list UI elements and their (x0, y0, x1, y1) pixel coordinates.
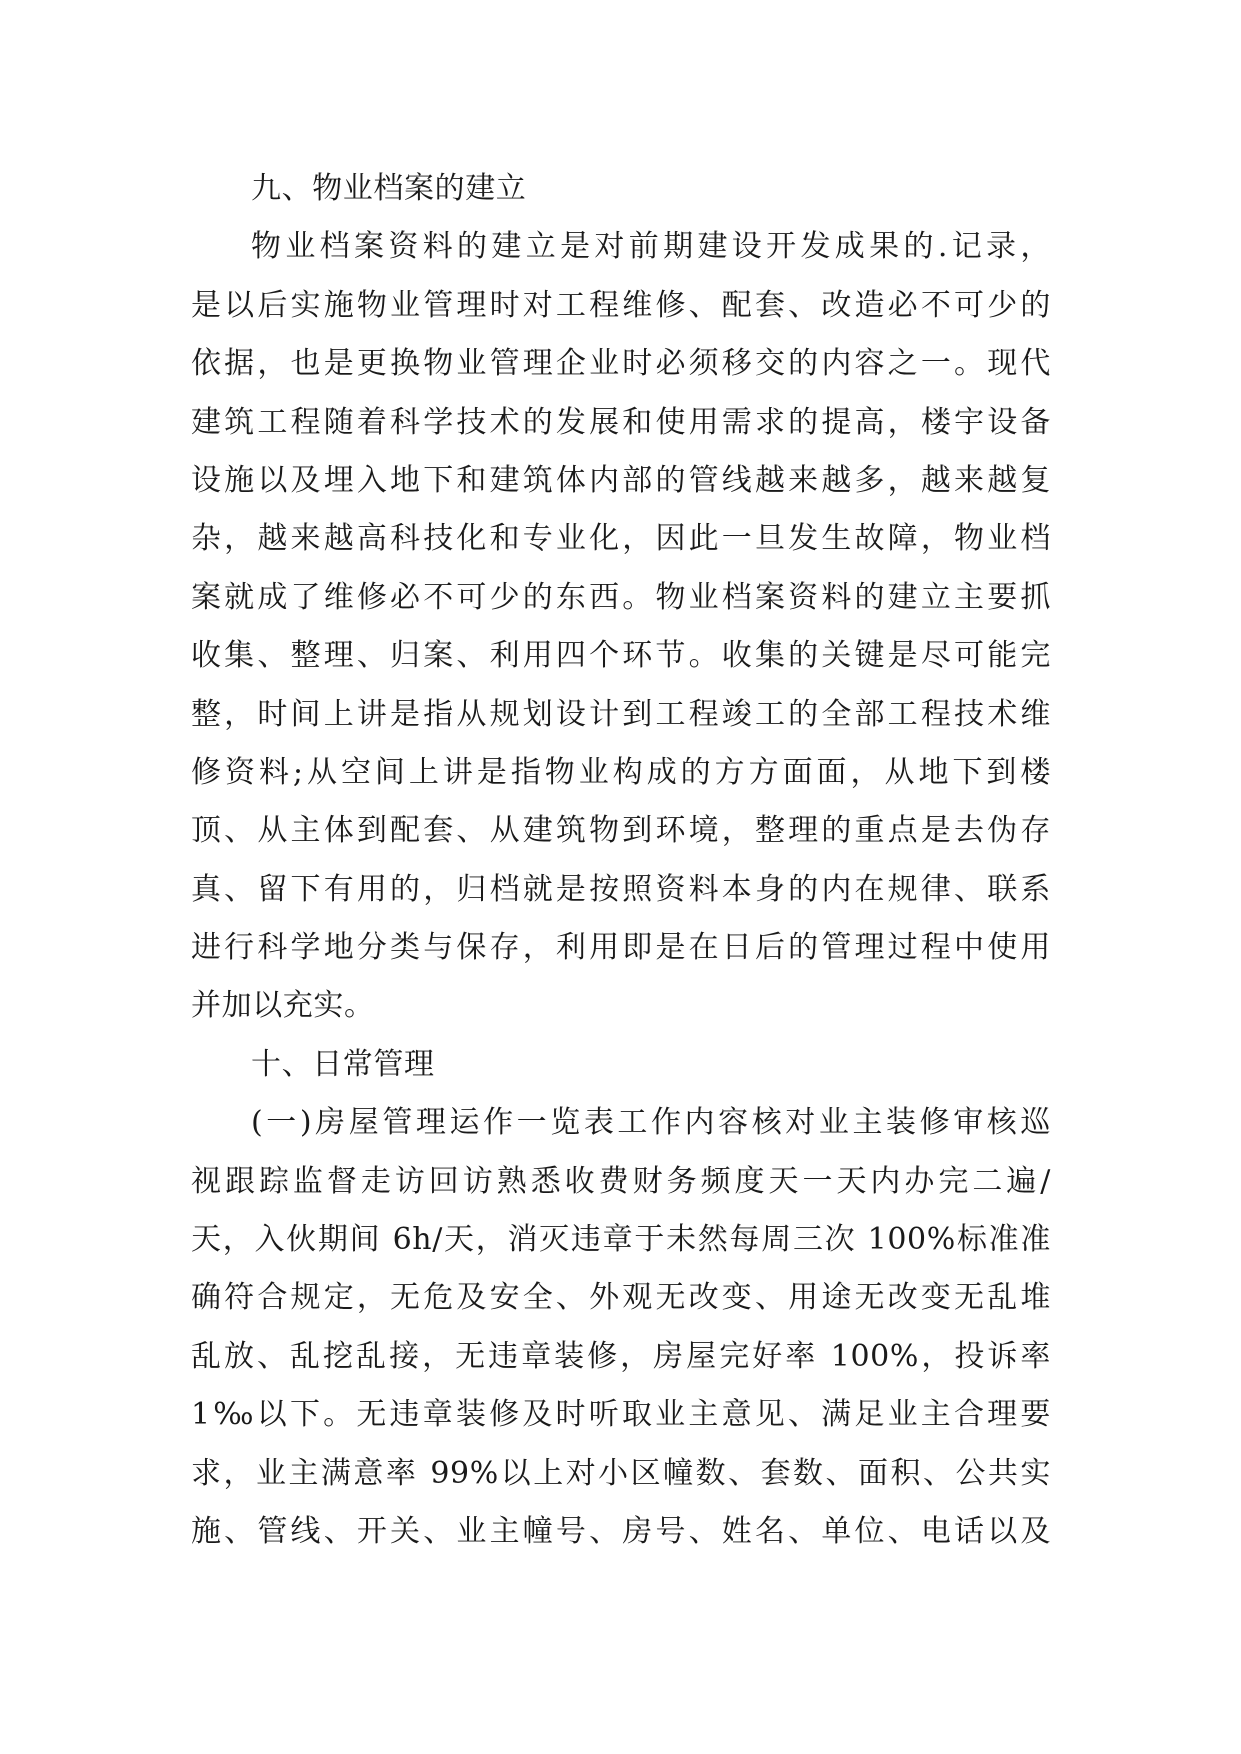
paragraph-line: 进行科学地分类与保存，利用即是在日后的管理过程中使用 (191, 930, 1051, 966)
paragraph-line: 物业档案资料的建立是对前期建设开发成果的.记录， (251, 229, 1051, 265)
paragraph-line: 确符合规定，无危及安全、外观无改变、用途无改变无乱堆 (191, 1280, 1051, 1316)
paragraph-line: 施、管线、开关、业主幢号、房号、姓名、单位、电话以及 (191, 1513, 1051, 1549)
paragraph-line: 建筑工程随着科学技术的发展和使用需求的提高，楼宇设备 (191, 404, 1051, 440)
paragraph-line: 收集、整理、归案、利用四个环节。收集的关键是尽可能完 (191, 638, 1051, 674)
paragraph-line: 顶、从主体到配套、从建筑物到环境，整理的重点是去伪存 (191, 813, 1051, 849)
paragraph-line: 杂，越来越高科技化和专业化，因此一旦发生故障，物业档 (191, 521, 1051, 557)
document-body (191, 160, 1051, 1561)
section-heading-9: 九、物业档案的建立 (251, 171, 527, 206)
paragraph-line: 设施以及埋入地下和建筑体内部的管线越来越多，越来越复 (191, 462, 1051, 498)
paragraph-line: 天，入伙期间 6h/天，消灭违章于未然每周三次 100%标准准 (191, 1222, 1051, 1258)
paragraph-line: 乱放、乱挖乱接，无违章装修，房屋完好率 100%，投诉率 (191, 1338, 1051, 1374)
paragraph-line: 依据，也是更换物业管理企业时必须移交的内容之一。现代 (191, 346, 1051, 382)
paragraph-line: 求，业主满意率 99%以上对小区幢数、套数、面积、公共实 (191, 1455, 1051, 1491)
paragraph-line: 修资料;从空间上讲是指物业构成的方方面面，从地下到楼 (191, 754, 1051, 790)
paragraph-line: 案就成了维修必不可少的东西。物业档案资料的建立主要抓 (191, 579, 1051, 615)
paragraph-line: 1‰以下。无违章装修及时听取业主意见、满足业主合理要 (191, 1397, 1051, 1433)
paragraph-line: (一)房屋管理运作一览表工作内容核对业主装修审核巡 (251, 1105, 1051, 1141)
paragraph-line: 视跟踪监督走访回访熟悉收费财务频度天一天内办完二遍/ (191, 1163, 1051, 1199)
paragraph-line: 是以后实施物业管理时对工程维修、配套、改造必不可少的 (191, 287, 1051, 323)
paragraph-line: 真、留下有用的，归档就是按照资料本身的内在规律、联系 (191, 871, 1051, 907)
paragraph-line: 整，时间上讲是指从规划设计到工程竣工的全部工程技术维 (191, 696, 1051, 732)
paragraph-line: 并加以充实。 (191, 988, 375, 1024)
section-heading-10: 十、日常管理 (251, 1046, 435, 1082)
